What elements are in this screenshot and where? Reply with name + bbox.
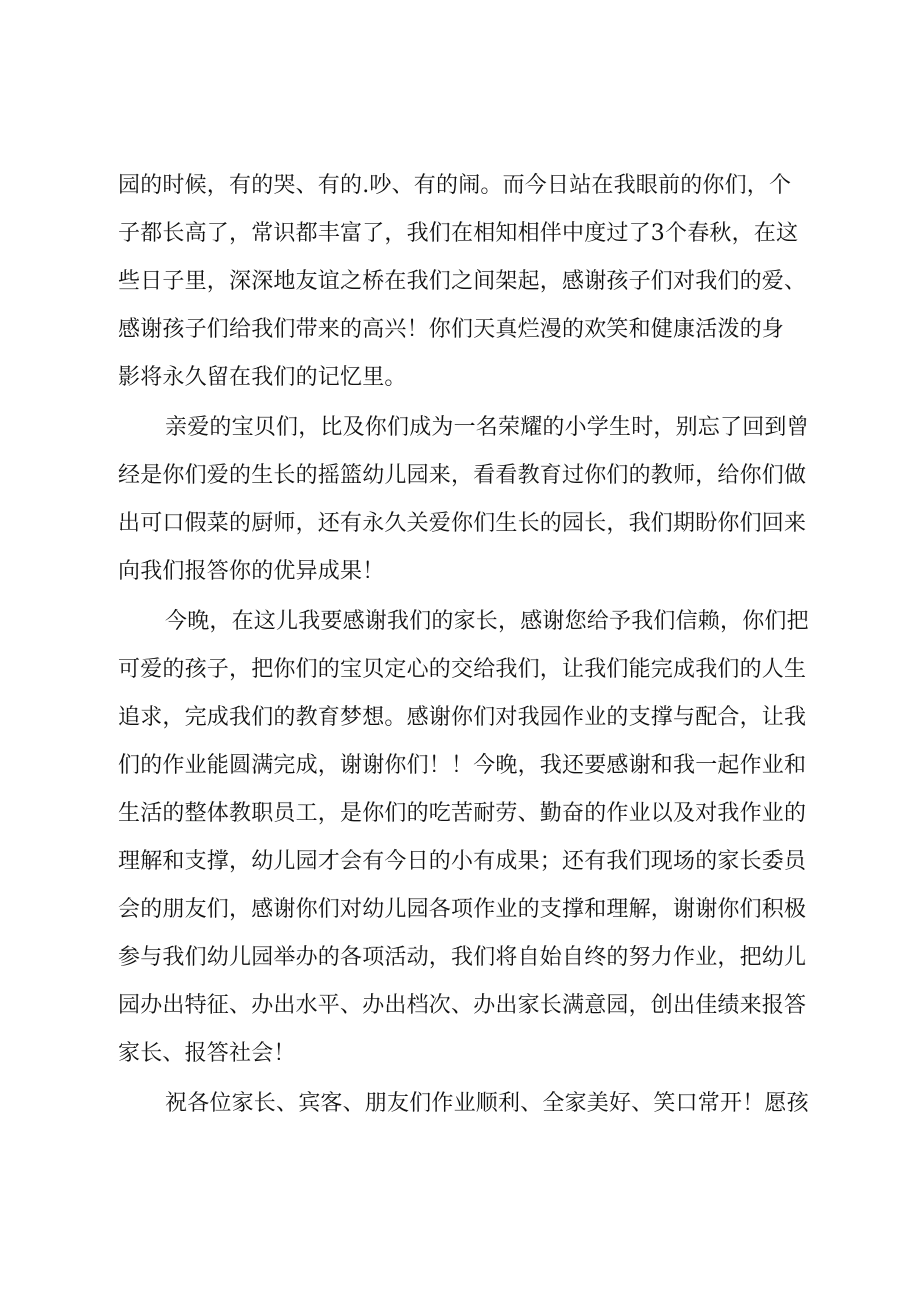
- paragraph-2-line-2: 经是你们爱的生长的摇篮幼儿园来，看看教育过你们的教师，给你们做: [118, 463, 807, 488]
- paragraph-3-line-9: 园办出特征、办出水平、办出档次、办出家长满意园，创出佳绩来报答: [118, 993, 807, 1018]
- paragraph-3-line-6: 理解和支撑，幼儿园才会有今日的小有成果；还有我们现场的家长委员: [118, 849, 807, 874]
- paragraph-1-line-4: 感谢孩子们给我们带来的高兴！你们天真烂漫的欢笑和健康活泼的身: [118, 317, 785, 342]
- paragraph-3-line-8: 参与我们幼儿园举办的各项活动，我们将自始自终的努力作业，把幼儿: [118, 945, 807, 970]
- paragraph-1-line-3: 些日子里，深深地友谊之桥在我们之间架起，感谢孩子们对我们的爱、: [118, 269, 807, 294]
- paragraph-3-line-5: 生活的整体教职员工，是你们的吃苦耐劳、勤奋的作业以及对我作业的: [118, 801, 807, 826]
- paragraph-1-line-2: 子都长高了，常识都丰富了，我们在相知相伴中度过了3个春秋，在这: [118, 221, 799, 246]
- paragraph-3-line-4: 们的作业能圆满完成，谢谢你们！！今晚，我还要感谢和我一起作业和: [118, 753, 807, 778]
- paragraph-3-line-10: 家长、报答社会！: [118, 1041, 296, 1066]
- paragraph-2-line-1: 亲爱的宝贝们，比及你们成为一名荣耀的小学生时，别忘了回到曾: [165, 415, 809, 440]
- paragraph-3-line-3: 追求，完成我们的教育梦想。感谢你们对我园作业的支撑与配合，让我: [118, 705, 807, 730]
- paragraph-1-line-5: 影将永久留在我们的记忆里。: [118, 365, 407, 390]
- paragraph-3-line-7: 会的朋友们，感谢你们对幼儿园各项作业的支撑和理解，谢谢你们积极: [118, 897, 807, 922]
- paragraph-3-line-1: 今晚，在这儿我要感谢我们的家长，感谢您给予我们信赖，你们把: [165, 609, 809, 634]
- paragraph-2-line-3: 出可口假菜的厨师，还有永久关爱你们生长的园长，我们期盼你们回来: [118, 511, 807, 536]
- paragraph-2-line-4: 向我们报答你的优异成果！: [118, 559, 385, 584]
- paragraph-1-line-1: 园的时候，有的哭、有的.吵、有的闹。而今日站在我眼前的你们，个: [118, 173, 792, 198]
- paragraph-3-line-2: 可爱的孩子，把你们的宝贝定心的交给我们，让我们能完成我们的人生: [118, 657, 807, 682]
- paragraph-4-line-1: 祝各位家长、宾客、朋友们作业顺利、全家美好、笑口常开！愿孩: [165, 1091, 809, 1116]
